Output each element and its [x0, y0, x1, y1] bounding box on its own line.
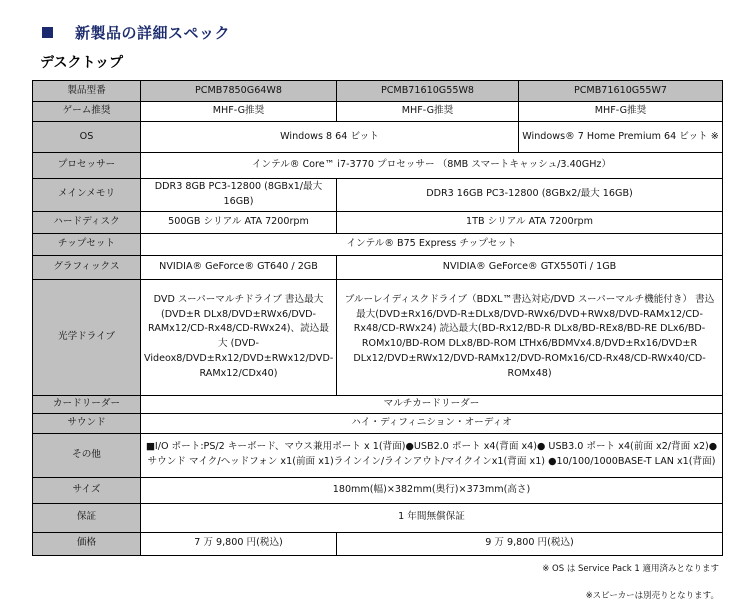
table-row-sound	[33, 413, 723, 433]
row-label: 価格	[33, 532, 141, 555]
value-cell: インテル® Core™ i7-3770 プロセッサー （8MB スマートキャッシュ/3.40GHz）	[141, 153, 723, 179]
value-cell: ■I/O ポート:PS/2 キーボード、マウス兼用ポート x 1(背面)●USB2.0 ポート x4(背面 x4)● USB3.0 ポート x4(前面 x2/背面 x2)●サウンド マイク/ヘッドフォン x1(前面 x1)ラインイン/ラインアウト/マイクインx1(背面 x1) ●10/100/1000BASE-T LAN x1(背面)	[141, 433, 723, 477]
row-label: 保証	[33, 503, 141, 532]
table-row-chipset	[33, 233, 723, 255]
page-title	[42, 22, 230, 43]
table-row-price	[33, 532, 723, 555]
row-label: 製品型番	[33, 81, 141, 102]
table-row-other	[33, 433, 723, 477]
section-title: デスクトップ	[40, 55, 124, 71]
model-cell: PCMB71610G55W8	[337, 81, 519, 102]
row-label: カードリーダー	[33, 395, 141, 413]
page-title-text: 新製品の詳細スペック	[75, 24, 231, 42]
model-cell: PCMB71610G55W7	[519, 81, 723, 102]
value-cell: MHF-G推奨	[519, 102, 723, 122]
table-row-optical	[33, 279, 723, 395]
value-cell: DDR3 8GB PC3-12800 (8GBx1/最大 16GB)	[141, 179, 337, 212]
table-row-memory	[33, 179, 723, 212]
table-row-cpu	[33, 153, 723, 179]
square-bullet-icon	[42, 27, 53, 38]
row-label: ハードディスク	[33, 211, 141, 233]
value-cell: 500GB シリアル ATA 7200rpm	[141, 211, 337, 233]
os-footnote: ※ OS は Service Pack 1 適用済みとなります	[542, 564, 719, 574]
value-cell: Windows® 7 Home Premium 64 ビット ※	[519, 122, 723, 153]
row-label: ゲーム推奨	[33, 102, 141, 122]
row-label: サイズ	[33, 477, 141, 503]
value-cell: マルチカードリーダー	[141, 395, 723, 413]
value-cell: 1TB シリアル ATA 7200rpm	[337, 211, 723, 233]
value-cell: Windows 8 64 ビット	[141, 122, 519, 153]
value-cell: DVD スーパーマルチドライブ 書込最大(DVD±R DLx8/DVD±RWx6/DVD-RAMx12/CD-Rx48/CD-RWx24)、読込最大 (DVD-Videox8/DVD±Rx12/DVD±RWx12/DVD-RAMx12/CDx40)	[141, 279, 337, 395]
table-row-warranty	[33, 503, 723, 532]
row-label: メインメモリ	[33, 179, 141, 212]
row-label: グラフィックス	[33, 255, 141, 279]
row-label: プロセッサー	[33, 153, 141, 179]
table-row-graphics	[33, 255, 723, 279]
speaker-footnote: ※スピーカーは別売りとなります。	[585, 591, 719, 601]
value-cell: NVIDIA® GeForce® GTX550Ti / 1GB	[337, 255, 723, 279]
table-row-cardreader	[33, 395, 723, 413]
row-label: サウンド	[33, 413, 141, 433]
spec-table	[32, 80, 723, 556]
table-row-size	[33, 477, 723, 503]
table-row-os	[33, 122, 723, 153]
table-row-game	[33, 102, 723, 122]
table-row-model	[33, 81, 723, 102]
value-cell: MHF-G推奨	[141, 102, 337, 122]
row-label: チップセット	[33, 233, 141, 255]
model-cell: PCMB7850G64W8	[141, 81, 337, 102]
row-label: OS	[33, 122, 141, 153]
row-label: その他	[33, 433, 141, 477]
value-cell: 180mm(幅)×382mm(奥行)×373mm(高さ)	[141, 477, 723, 503]
table-row-hdd	[33, 211, 723, 233]
value-cell: ハイ・ディフィニション・オーディオ	[141, 413, 723, 433]
value-cell: MHF-G推奨	[337, 102, 519, 122]
value-cell: DDR3 16GB PC3-12800 (8GBx2/最大 16GB)	[337, 179, 723, 212]
value-cell: NVIDIA® GeForce® GT640 / 2GB	[141, 255, 337, 279]
row-label: 光学ドライブ	[33, 279, 141, 395]
value-cell: 9 万 9,800 円(税込)	[337, 532, 723, 555]
value-cell: ブルーレイディスクドライブ（BDXL™書込対応/DVD スーパーマルチ機能付き） 書込最大(DVD±Rx16/DVD-R±DLx8/DVD-RWx6/DVD+RWx8/DVD-RAMx12/CD-Rx48/CD-RWx24) 読込最大(BD-Rx12/BD-R DLx8/BD-REx8/BD-RE DLx6/BD-ROMx10/BD-ROM DLx8/BD-ROM LTHx6/BDMVx4.8/DVD±Rx16/DVD±R DLx12/DVD±RWx12/DVD-RAMx12/DVD-ROMx16/CD-Rx48/CD-RWx40/CD-ROMx48)	[337, 279, 723, 395]
value-cell: 1 年間無償保証	[141, 503, 723, 532]
value-cell: インテル® B75 Express チップセット	[141, 233, 723, 255]
value-cell: 7 万 9,800 円(税込)	[141, 532, 337, 555]
